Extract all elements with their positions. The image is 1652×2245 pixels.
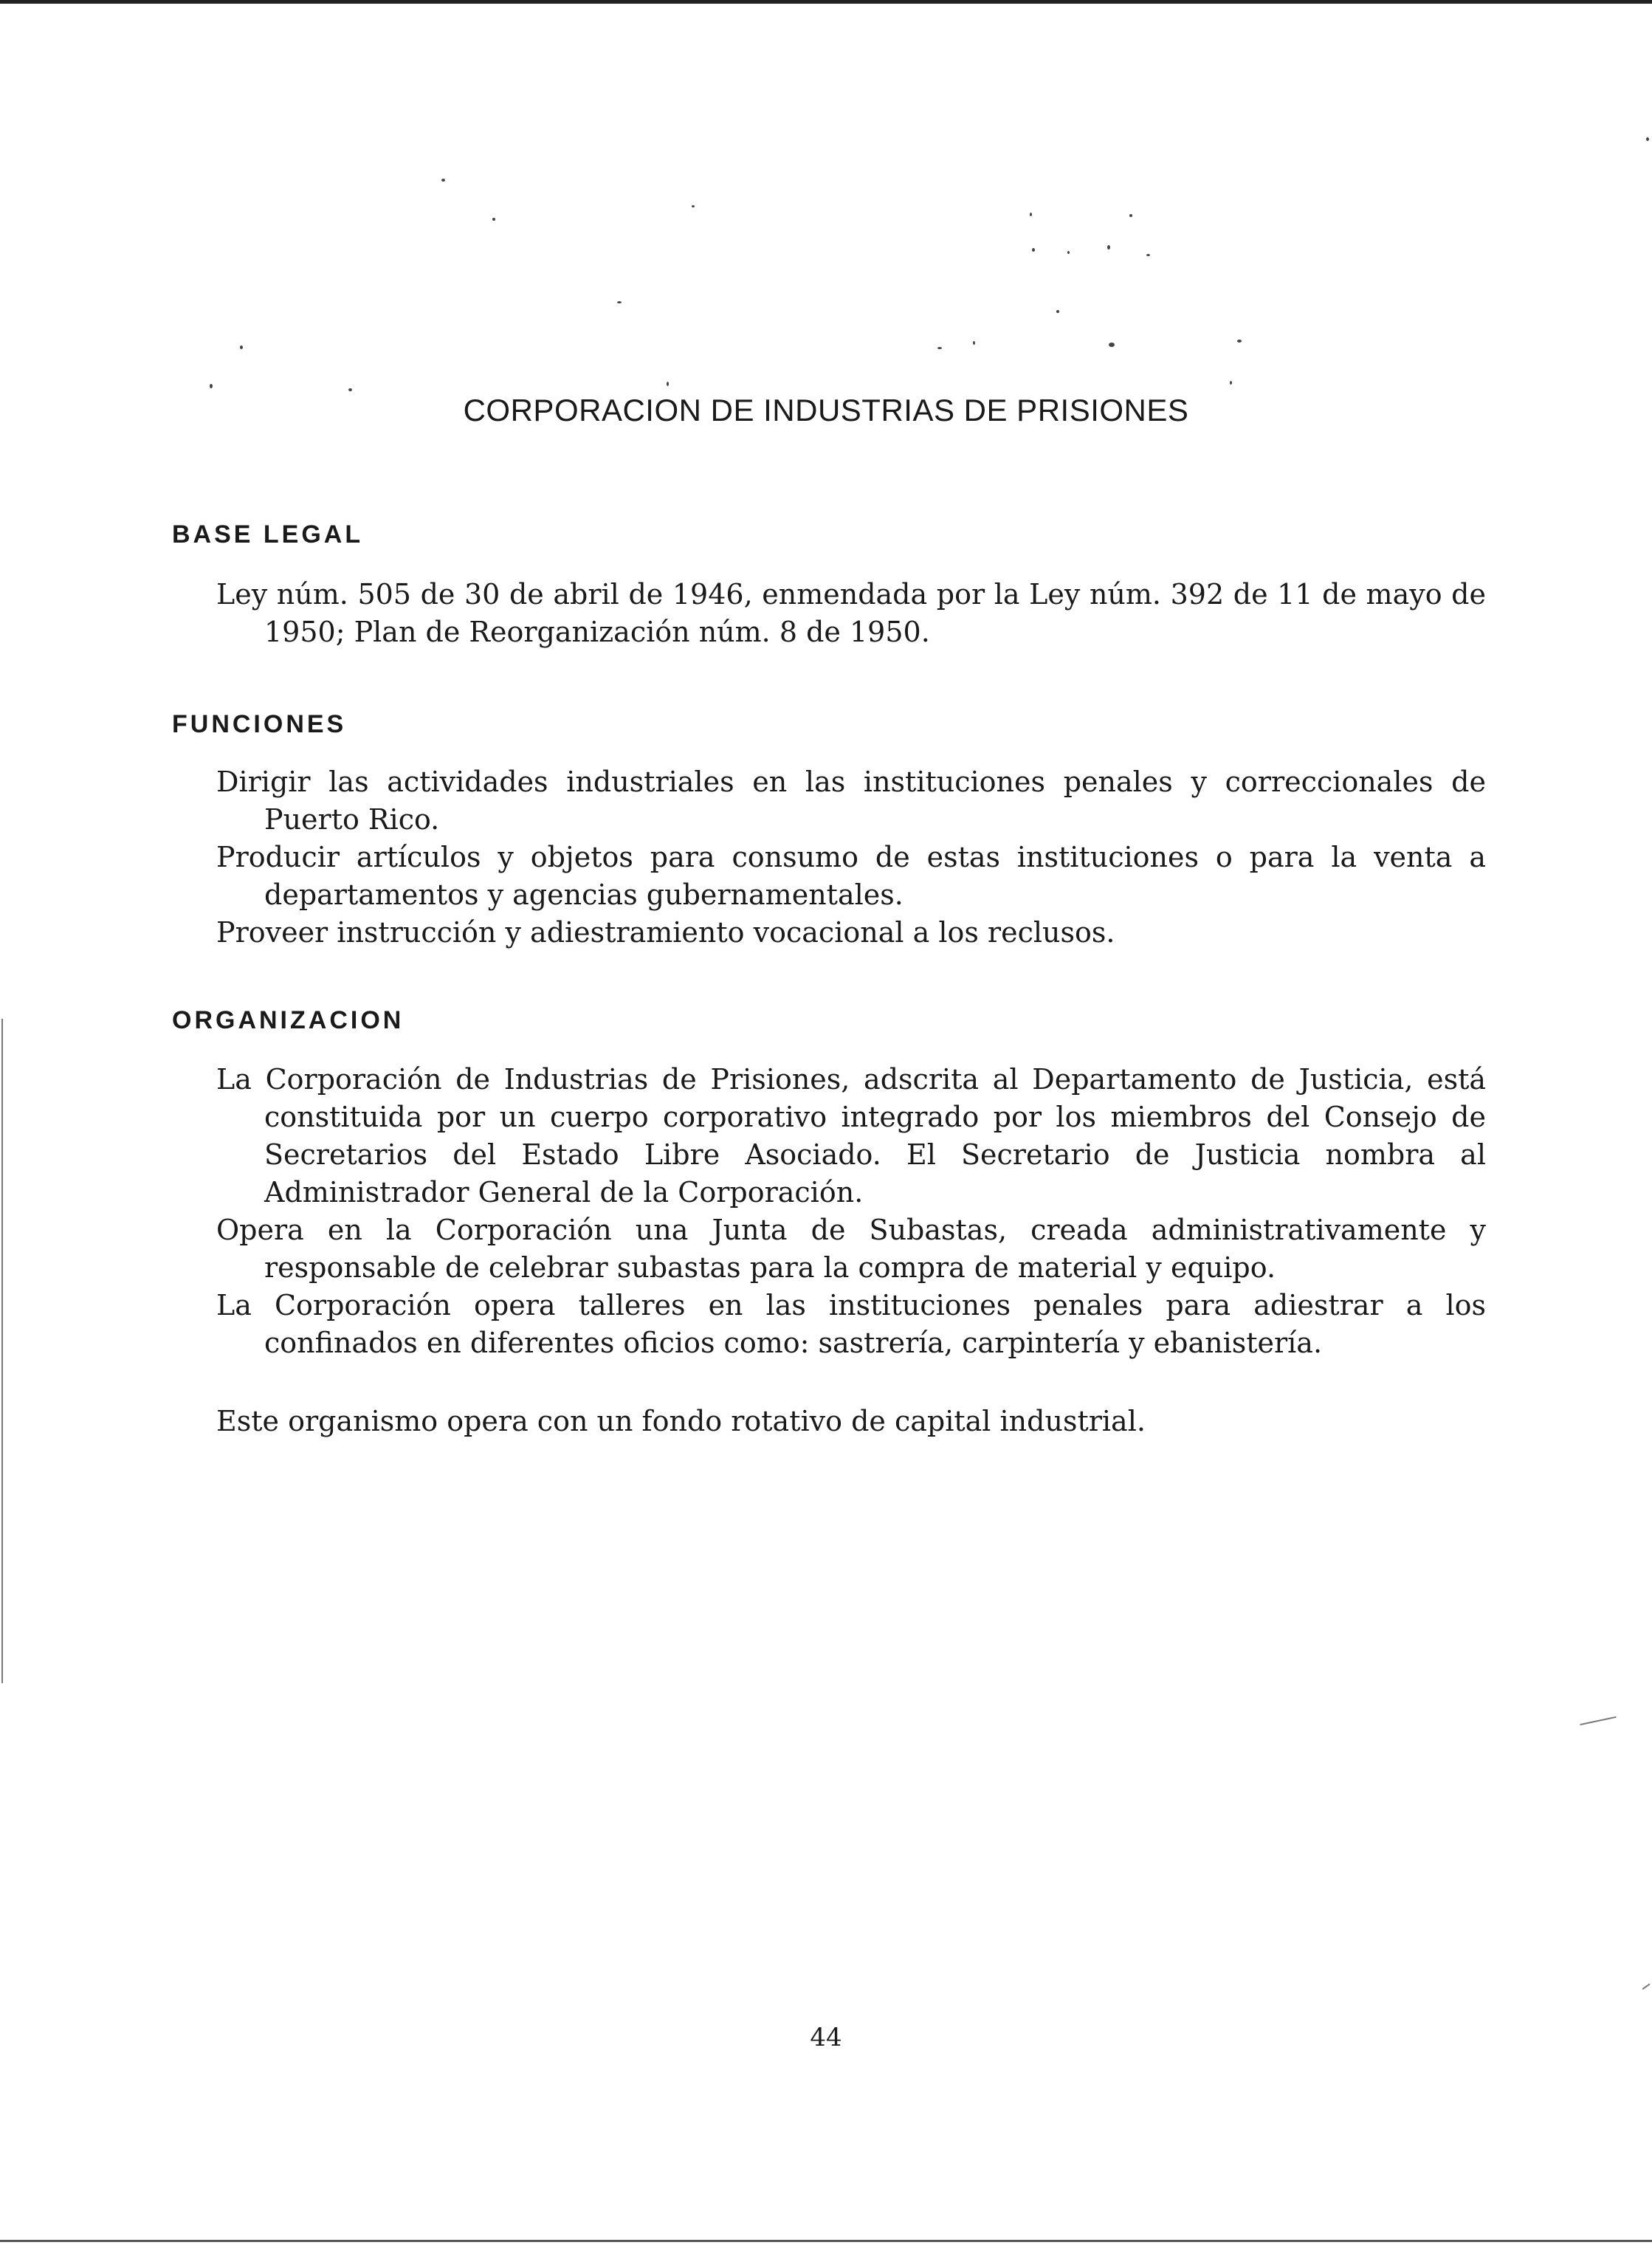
scan-speck [1646, 137, 1649, 141]
section-heading-funciones: FUNCIONES [172, 710, 347, 738]
organizacion-item: Opera en la Corporación una Junta de Subastas, creada administrativamente y responsable de celebrar subastas para la compra de material y equipo. [216, 1214, 1486, 1284]
scan-speck [1129, 214, 1132, 217]
closing-text: Este organismo opera con un fondo rotativo de capital industrial. [216, 1405, 1146, 1437]
section-heading-base-legal: BASE LEGAL [172, 520, 364, 549]
page-number: 44 [810, 2023, 842, 2052]
scan-speck [1032, 248, 1035, 252]
scan-speck [1030, 213, 1032, 216]
scan-speck [492, 218, 495, 221]
section-body-organizacion [216, 1061, 1486, 1362]
funciones-item: Proveer instrucción y adiestramiento vocacional a los reclusos. [216, 916, 1115, 949]
scan-speck [348, 388, 352, 391]
right-margin-mark [1642, 1984, 1651, 1990]
scan-speck [240, 345, 243, 349]
scan-speck [692, 205, 695, 207]
scan-speck [617, 301, 622, 303]
base-legal-text: Ley núm. 505 de 30 de abril de 1946, enmendada por la Ley núm. 392 de 11 de mayo de 1950; Plan de Reorganización núm. 8 de 1950. [216, 578, 1486, 648]
organizacion-item: La Corporación opera talleres en las instituciones penales para adiestrar a los confinados en diferentes oficios como: sastrería, carpintería y ebanistería. [216, 1289, 1486, 1359]
scan-speck [441, 179, 445, 182]
funciones-item: Dirigir las actividades industriales en las instituciones penales y correccionales de Puerto Rico. [216, 766, 1486, 836]
organizacion-closing [216, 1403, 1486, 1440]
funciones-item: Producir artículos y objetos para consumo de estas instituciones o para la venta a departamentos y agencias gubernamentales. [216, 841, 1486, 911]
section-body-funciones [216, 763, 1486, 952]
top-scan-edge [0, 0, 1652, 4]
scan-speck [937, 347, 942, 349]
section-body-base-legal [216, 576, 1486, 651]
scan-speck [1146, 254, 1150, 256]
right-margin-mark [1580, 1716, 1616, 1725]
page-title: CORPORACION DE INDUSTRIAS DE PRISIONES [463, 393, 1189, 427]
scan-speck [210, 384, 213, 388]
scan-speck [1237, 340, 1242, 343]
scan-speck [1109, 343, 1115, 347]
scan-speck [1230, 381, 1232, 385]
organizacion-item: La Corporación de Industrias de Prisiones, adscrita al Departamento de Justicia, está constituida por un cuerpo corporativo integrado por los miembros del Consejo de Secretarios del Estado Libre Asociado. El Secretario de Justicia nombra al Administrador General de la Corporación. [216, 1063, 1486, 1209]
scan-speck [973, 341, 975, 345]
scan-speck [1107, 245, 1110, 250]
section-heading-organizacion: ORGANIZACION [172, 1006, 405, 1034]
scan-speck [1067, 251, 1070, 254]
scan-speck [1056, 310, 1059, 313]
scan-speck [667, 382, 669, 386]
left-scan-edge [1, 1019, 3, 1683]
bottom-scan-edge [0, 2240, 1652, 2242]
